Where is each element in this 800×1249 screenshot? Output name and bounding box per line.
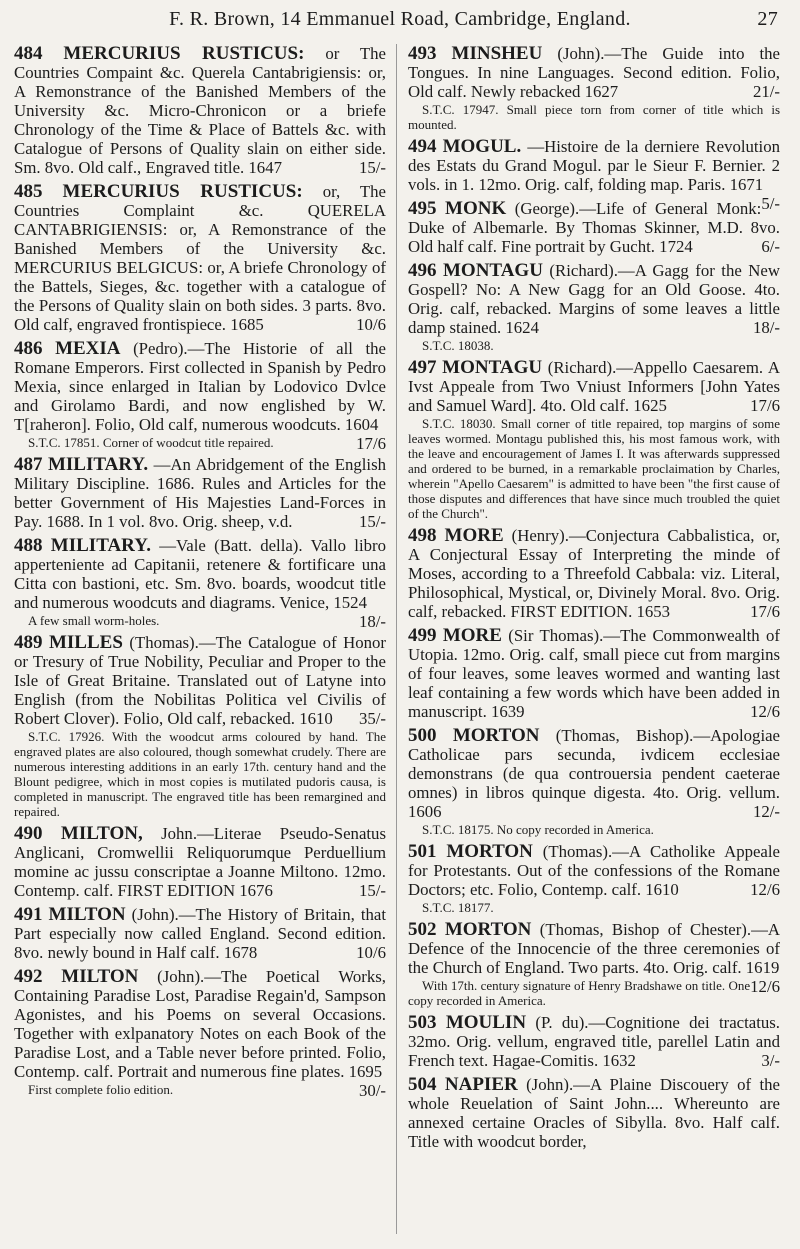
entry-heading: MONTAGU xyxy=(442,357,543,378)
entry-number: 498 xyxy=(408,525,437,546)
entry-note: S.T.C. 17926. With the woodcut arms coloured by hand. The engraved plates are also coloured, though somewhat crudely. There are numerous interesting additions in an early 17th. century hand and the Blount pedigree, which in most copies is mutilated pudoris causa, is completed in manuscript. The engraved title has been remargined and repaired. xyxy=(14,729,386,819)
catalogue-entry xyxy=(408,842,780,915)
entry-description: or The Countries Compaint &c. Querela Cantabrigiensis: or, A Remonstrance of the Banished Members of the University &c. Micro-Chronicon or a briefe Chronology of the Time & Place of Battels &c. with Catalogue of Persons of Quality slain on either side. Sm. 8vo. Old calf., Engraved title. 1647 xyxy=(14,44,386,177)
catalogue-entry xyxy=(14,338,386,453)
catalogue-entry xyxy=(408,626,780,721)
entry-text xyxy=(14,455,386,531)
catalogue-entry xyxy=(408,1075,780,1151)
entry-number: 497 xyxy=(408,357,437,378)
entry-price: 15/- xyxy=(358,512,386,531)
entry-description: —Vale (Batt. della). Vallo libro apperteniente ad Capitanii, retenere & fortificare una Citta con bastioni, etc. Sm. 8vo. boards, woodcut title and numerous woodcuts and diagrams. Venice, 1524 xyxy=(14,536,386,612)
entry-description: (John).—The History of Britain, that Part especially now called England. Second edition. 8vo. newly bound in Half calf. 1678 xyxy=(14,905,386,962)
catalogue-entry xyxy=(408,199,780,256)
entry-text xyxy=(14,182,386,334)
entry-heading: NAPIER xyxy=(444,1074,518,1095)
entry-description: (Richard).—A Gagg for the New Gospell? No: A New Gagg for an Old Goose. 4to. Orig. calf, rebacked. Margins of some leaves a little damp stained. 1624 xyxy=(408,261,780,337)
entry-description: (P. du).—Cognitione dei tractatus. 32mo. Orig. vellum, engraved title, parellel Latin and French text. Hagae-Comitis. 1632 xyxy=(408,1013,780,1070)
entry-text xyxy=(408,358,780,415)
entry-price: 17/6 xyxy=(356,434,386,453)
entry-description: (Henry).—Conjectura Cabbalistica, or, A Conjectural Essay of Interpreting the minde of Moses, according to a Threefold Cabbala: viz. Literal, Philosophical, Mystical, or, Divinely Moral. 8vo. Orig. calf, rebacked. FIRST EDITION. 1653 xyxy=(408,526,781,621)
entry-price: 15/- xyxy=(358,158,386,177)
entry-number: 494 xyxy=(408,136,437,157)
entry-text xyxy=(408,1075,780,1151)
entry-heading: MONK xyxy=(445,198,507,219)
entry-note: S.T.C. 18175. No copy recorded in America. xyxy=(422,822,654,837)
entry-description: (Thomas, Bishop).—Apologiae Catholicae pars secunda, ivdicem ecclesiae demonstrans (de qua controuersia pendent caeterae omnes) in libros quinque digesta. 4to. Orig. vellum. 1606 xyxy=(408,726,781,821)
entry-heading: MILLES xyxy=(48,632,123,653)
column-divider xyxy=(396,44,397,1234)
entry-number: 499 xyxy=(408,625,437,646)
entry-number: 495 xyxy=(408,198,437,219)
entry-description: —An Abridgement of the English Military Discipline. 1686. Rules and Articles for the better Government of His Majesties Land-Forces in Pay. 1688. In 1 vol. 8vo. Orig. sheep, v.d. xyxy=(14,455,387,531)
entry-description: —Histoire de la derniere Revolution des Estats du Grand Mogul. par le Sieur F. Bernier. 2 vols. in 1. 12mo. Orig. calf, folding map. Paris. 1671 xyxy=(408,137,781,194)
entry-price: 18/- xyxy=(358,612,386,631)
entry-number: 501 xyxy=(408,841,437,862)
entry-number: 491 xyxy=(14,904,43,925)
entry-heading: MORE xyxy=(444,525,504,546)
catalogue-entry xyxy=(14,44,386,177)
catalogue-entry xyxy=(408,358,780,521)
entry-heading: MINSHEU xyxy=(451,43,543,64)
entry-description: (Pedro).—The Historie of all the Romane Emperors. First collected in Spanish by Pedro Mexia, since enlarged in Italian by Lodovico Dvlce and Girolamo Bardi, and now englished by W. T[raheron]. Folio, Old calf, numerous woodcuts. 1604 xyxy=(14,339,386,434)
entry-text xyxy=(408,1013,780,1070)
entry-heading: MOGUL. xyxy=(442,136,522,157)
entry-note: First complete folio edition. xyxy=(28,1082,174,1097)
catalogue-entry xyxy=(14,633,386,819)
catalogue-entry xyxy=(14,455,386,531)
entry-number: 490 xyxy=(14,823,43,844)
entry-price: 12/6 xyxy=(750,702,780,721)
entry-heading: MORTON xyxy=(444,919,532,940)
entry-text xyxy=(408,44,780,101)
catalogue-entry xyxy=(408,920,780,1008)
entry-description: (Thomas).—A Catholike Appeale for Protestants. Out of the confessions of the Romane Doctors; etc. Folio, Contemp. calf. 1610 xyxy=(408,842,780,899)
page-number: 27 xyxy=(757,8,778,30)
entry-price: 15/- xyxy=(358,881,386,900)
left-column xyxy=(14,44,386,1102)
entry-price: 21/- xyxy=(752,82,780,101)
entry-note: S.T.C. 18177. xyxy=(422,900,494,915)
entry-text xyxy=(14,633,386,728)
entry-text xyxy=(408,526,780,621)
entry-heading: MONTAGU xyxy=(443,260,543,281)
entry-description: John.—Literae Pseudo-Senatus Anglicani, Cromwellii Reliquorumque Perduellium momine ac jussu conscriptae a Joanne Miltono. 12mo. Contemp. calf. FIRST EDITION 1676 xyxy=(14,824,386,900)
entry-description: or, The Countries Complaint &c. QUERELA CANTABRIGIENSIS: or, A Remonstrance of the Banished Members of the University &c. MERCURIUS BELGICUS: or, A briefe Chronology of the Battels, Sieges, &c. together with a catalogue of the Persons of Quality slain on both sides. 3 parts. 8vo. Old calf, engraved frontispiece. 1685 xyxy=(14,182,386,334)
catalogue-entry xyxy=(14,966,386,1100)
catalogue-entry xyxy=(14,535,386,631)
catalogue-entry xyxy=(408,526,780,621)
entry-text xyxy=(408,726,780,821)
entry-heading: MILTON xyxy=(61,966,139,987)
entry-price: 35/- xyxy=(358,709,386,728)
entry-number: 488 xyxy=(14,535,43,556)
entry-text xyxy=(14,824,386,900)
page-header xyxy=(0,8,800,31)
entry-heading: MILTON xyxy=(48,904,126,925)
entry-price: 17/6 xyxy=(750,602,780,621)
entry-heading: MILTON, xyxy=(60,823,143,844)
entry-heading: MEXIA xyxy=(55,338,121,359)
entry-heading: MERCURIUS RUSTICUS: xyxy=(62,181,303,202)
catalogue-entry xyxy=(14,905,386,962)
catalogue-entry xyxy=(408,261,780,353)
entry-heading: MORTON xyxy=(446,841,533,862)
entry-note: A few small worm-holes. xyxy=(28,613,160,628)
entry-number: 486 xyxy=(14,338,43,359)
entry-heading: MOULIN xyxy=(445,1012,527,1033)
entry-price: 17/6 xyxy=(750,396,780,415)
catalogue-entry xyxy=(408,44,780,132)
entry-number: 500 xyxy=(408,725,437,746)
entry-description: (John).—A Plaine Discouery of the whole Reuelation of Saint John.... Whereunto are annexed certaine Oracles of Sibylla. 8vo. Half calf. Title with woodcut border, xyxy=(408,1075,780,1151)
entry-price: 3/- xyxy=(761,1051,780,1070)
entry-heading: MORTON xyxy=(452,725,540,746)
entry-number: 503 xyxy=(408,1012,437,1033)
entry-note: S.T.C. 17851. Corner of woodcut title repaired. xyxy=(28,435,274,450)
entry-number: 484 xyxy=(14,43,43,64)
entry-heading: MILITARY. xyxy=(47,454,149,475)
entry-heading: MORE xyxy=(442,625,502,646)
entry-number: 487 xyxy=(14,454,43,475)
entry-price: 30/- xyxy=(358,1081,386,1100)
catalogue-entry xyxy=(408,1013,780,1070)
entry-description: (Thomas, Bishop of Chester).—A Defence of the Innocencie of the three ceremonies of the Church of England. Two parts. 4to. Orig. calf. 1619 xyxy=(408,920,780,977)
entry-text xyxy=(408,842,780,899)
entry-number: 492 xyxy=(14,966,43,987)
entry-description: (John).—The Poetical Works, Containing Paradise Lost, Paradise Regain'd, Sampson Agonistes, and his Poems on several Occasions. Together with exlpanatory Notes on each Book of the Paradise Lost, and a Table never before printed. Folio, Contemp. calf. Portrait and numerous fine plates. 1695 xyxy=(14,967,386,1081)
entry-note: With 17th. century signature of Henry Bradshawe on title. One copy recorded in America. xyxy=(408,978,751,1008)
entry-number: 496 xyxy=(408,260,437,281)
entry-description: (John).—The Guide into the Tongues. In nine Languages. Second edition. Folio, Old calf. Newly rebacked 1627 xyxy=(408,44,780,101)
entry-price: 10/6 xyxy=(356,315,386,334)
entry-text xyxy=(408,261,780,337)
entry-text xyxy=(408,626,780,721)
entry-text xyxy=(14,44,386,177)
entry-price: 10/6 xyxy=(356,943,386,962)
entry-price: 12/6 xyxy=(750,977,780,996)
catalogue-entry xyxy=(408,726,780,837)
entry-number: 489 xyxy=(14,632,43,653)
entry-description: (Thomas).—The Catalogue of Honor or Tresury of True Nobility, Peculiar and Proper to the Isle of Great Britaine. Translated out of Latyne into English (from the Nobilitas Politica vel Civilis of Robert Clover). Folio, Old calf, rebacked. 1610 xyxy=(14,633,387,728)
entry-text xyxy=(14,905,386,962)
entry-price: 12/6 xyxy=(750,880,780,899)
entry-description: (Sir Thomas).—The Commonwealth of Utopia. 12mo. Orig. calf, small piece cut from margins of four leaves, some leaves wormed and wanting last leaf containing a few words which have been added in manuscript. 1639 xyxy=(408,626,780,721)
entry-price: 6/- xyxy=(761,237,780,256)
entry-price: 18/- xyxy=(752,318,780,337)
header-address: F. R. Brown, 14 Emmanuel Road, Cambridge, England. xyxy=(169,8,631,30)
entry-heading: MERCURIUS RUSTICUS: xyxy=(63,43,305,64)
catalogue-entry xyxy=(14,182,386,334)
right-column xyxy=(408,44,780,1156)
entry-number: 485 xyxy=(14,181,43,202)
entry-price: 5/- xyxy=(761,194,780,213)
entry-heading: MILITARY. xyxy=(50,535,151,556)
entry-number: 502 xyxy=(408,919,437,940)
entry-number: 493 xyxy=(408,43,437,64)
entry-price: 12/- xyxy=(752,802,780,821)
entry-description: (George).—Life of General Monk: Duke of Albemarle. By Thomas Skinner, M.D. 8vo. Old half calf. Fine portrait by Gucht. 1724 xyxy=(408,199,780,256)
entry-number: 504 xyxy=(408,1074,437,1095)
entry-description: (Richard).—Appello Caesarem. A Ivst Appeale from Two Vniust Informers [John Yates and Samuel Ward]. 4to. Old calf. 1625 xyxy=(408,358,780,415)
entry-note: S.T.C. 17947. Small piece torn from corner of title which is mounted. xyxy=(408,102,780,132)
entry-note: S.T.C. 18030. Small corner of title repaired, top margins of some leaves wormed. Montagu published this, his most famous work, with the leave and encouragement of James I. It was afterwards suppressed and ordered to be burned, in a remarkable proclaimation by Charles, wherein "Apello Caesarem" is admitted to have been "the first cause of those disputes and differences that have since much troubled the quiet of the Church". xyxy=(408,416,780,521)
entry-note: S.T.C. 18038. xyxy=(422,338,494,353)
catalogue-entry xyxy=(14,824,386,900)
entry-text xyxy=(408,199,780,256)
